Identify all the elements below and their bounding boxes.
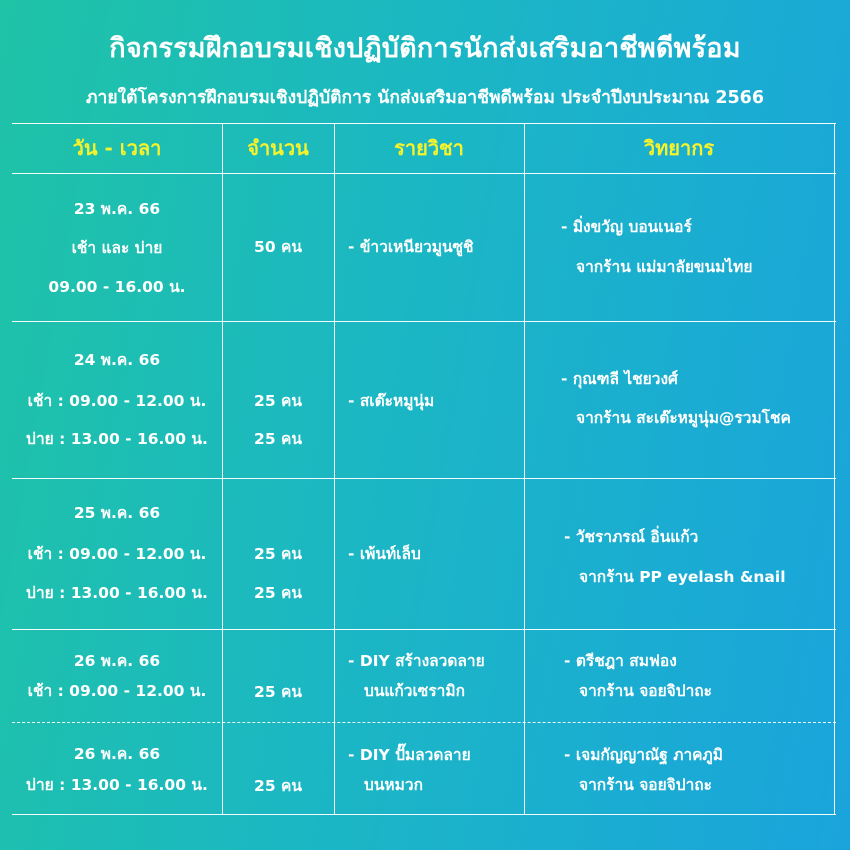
speaker-shop: จากร้าน สะเต๊ะหมูนุ่ม@รวมโชค xyxy=(576,409,791,427)
count-text: 25 คน xyxy=(254,683,302,701)
date-text: 25 พ.ค. 66 xyxy=(73,504,161,522)
date-text: 24 พ.ค. 66 xyxy=(73,351,161,369)
date-text: 23 พ.ค. 66 xyxy=(73,200,161,218)
subject-text: - สเต๊ะหมูนุ่ม xyxy=(348,392,435,410)
count-text: 25 คน xyxy=(254,430,302,448)
table-bottom-rule xyxy=(12,814,836,815)
column-divider xyxy=(524,123,525,815)
speaker-shop: จากร้าน แม่มาลัยขนมไทย xyxy=(576,258,753,276)
subject-text: - DIY ปั๊มลวดลาย xyxy=(348,746,471,764)
count-text: 25 คน xyxy=(254,584,302,602)
count-text: 25 คน xyxy=(254,392,302,410)
column-divider xyxy=(222,123,223,815)
page-subtitle: ภายใต้โครงการฝึกอบรมเชิงปฏิบัติการ นักส่งเสริมอาชีพดีพร้อม ประจำปีงบประมาณ 2566 xyxy=(85,88,765,108)
date-text: 26 พ.ค. 66 xyxy=(73,652,161,670)
subject-text-line2: บนแก้วเซรามิก xyxy=(364,682,465,700)
date-text: 26 พ.ค. 66 xyxy=(73,745,161,763)
row-divider-dashed xyxy=(12,722,836,723)
afternoon-time-text: บ่าย : 13.00 - 16.00 น. xyxy=(26,430,208,448)
speaker-name: - เจมกัญญาณัฐ ภาคภูมิ xyxy=(564,746,723,764)
morning-time-text: เช้า : 09.00 - 12.00 น. xyxy=(27,392,207,410)
row-divider xyxy=(12,321,836,322)
time-text: 09.00 - 16.00 น. xyxy=(48,278,186,296)
header-count: จำนวน xyxy=(247,136,309,160)
speaker-shop: จากร้าน จอยจิปาถะ xyxy=(579,682,712,700)
speaker-name: - มิ่งขวัญ บอนเนอร์ xyxy=(561,218,692,236)
schedule-table xyxy=(12,123,836,815)
header-speaker: วิทยากร xyxy=(643,136,715,160)
subject-text: - DIY สร้างลวดลาย xyxy=(348,652,485,670)
subject-text-line2: บนหมวก xyxy=(364,776,423,794)
morning-time-text: เช้า : 09.00 - 12.00 น. xyxy=(27,682,207,700)
subject-text: - เพ้นท์เล็บ xyxy=(348,545,421,563)
subject-text: - ข้าวเหนียวมูนซูชิ xyxy=(348,238,474,256)
page-title: กิจกรรมฝึกอบรมเชิงปฏิบัติการนักส่งเสริมอาชีพดีพร้อม xyxy=(109,33,741,64)
speaker-shop: จากร้าน จอยจิปาถะ xyxy=(579,776,712,794)
session-text: เช้า และ บ่าย xyxy=(71,239,163,257)
speaker-name: - ตรีชฎา สมฟอง xyxy=(564,652,677,670)
speaker-shop: จากร้าน PP eyelash &nail xyxy=(579,568,786,586)
speaker-name: - กุณฑลี ไชยวงศ์ xyxy=(561,370,678,388)
speaker-name: - วัชราภรณ์ อิ่นแก้ว xyxy=(564,528,699,546)
afternoon-time-text: บ่าย : 13.00 - 16.00 น. xyxy=(26,776,208,794)
header-datetime: วัน - เวลา xyxy=(72,136,162,160)
column-divider xyxy=(834,123,835,815)
column-divider xyxy=(334,123,335,815)
count-text: 25 คน xyxy=(254,777,302,795)
header-rule xyxy=(12,173,836,174)
row-divider xyxy=(12,478,836,479)
header-subject: รายวิชา xyxy=(394,136,464,160)
afternoon-time-text: บ่าย : 13.00 - 16.00 น. xyxy=(26,584,208,602)
count-text: 25 คน xyxy=(254,545,302,563)
morning-time-text: เช้า : 09.00 - 12.00 น. xyxy=(27,545,207,563)
count-text: 50 คน xyxy=(254,238,302,256)
row-divider xyxy=(12,629,836,630)
